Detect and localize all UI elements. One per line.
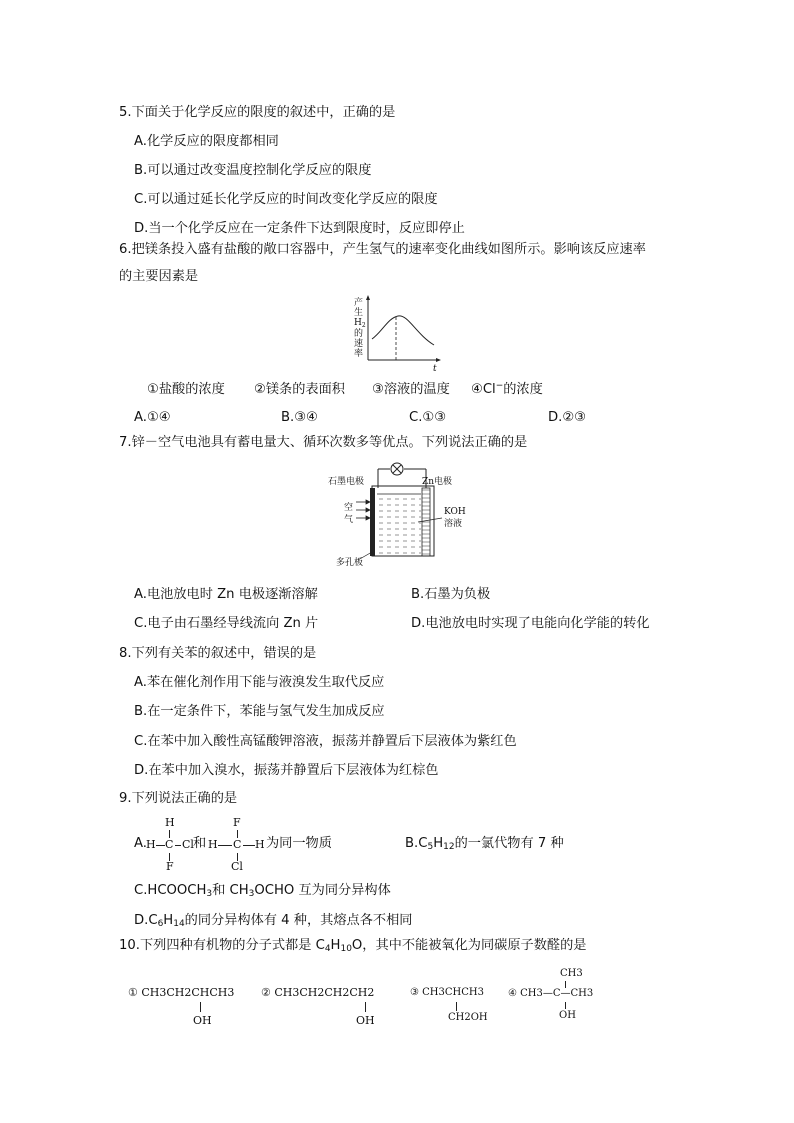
q6-option-d: D.②③ (548, 410, 586, 425)
q10-molecule-4: CH3 ④ CH3—C—CH3 OH (508, 968, 594, 1021)
q6-ylabel-6: 率 (354, 349, 364, 359)
q7-option-a: A.电池放电时 Zn 电极逐渐溶解 (134, 587, 318, 602)
q6-ylabel-3: H (354, 318, 362, 328)
q7-stem: 7.锌－空气电池具有蓄电量大、循环次数多等优点。下列说法正确的是 (119, 435, 528, 450)
q9-option-c: $C.HCOOCH_3$和 $CH_3OCHO$ 互为同分异构体 (134, 883, 391, 899)
q6-ylabel-4: 的 (354, 329, 364, 339)
q5-option-a: A.化学反应的限度都相同 (134, 134, 279, 149)
q9-a-prefix: A. (134, 836, 147, 851)
q7-option-c: C.电子由石墨经导线流向 Zn 片 (134, 616, 319, 631)
q7-solution-label-2: 溶液 (444, 519, 463, 529)
q8-option-c: C.在苯中加入酸性高锰酸钾溶液，振荡并静置后下层液体为紫红色 (134, 734, 517, 749)
q9-structure-1: H H C Cl F (146, 816, 194, 873)
q7-solution-label-1: KOH (444, 507, 466, 517)
q7-zn-electrode (422, 488, 430, 556)
q7-graphite-electrode-label: 石墨电极 (328, 477, 365, 487)
q7-plate-label: 多孔板 (336, 558, 364, 568)
q6-ylabel-2: 生 (354, 308, 364, 318)
q7-koh-solution (377, 494, 421, 554)
q8-option-a: A.苯在催化剂作用下能与液溴发生取代反应 (134, 675, 385, 690)
q6-rate-curve (372, 316, 434, 345)
q10-molecule-2: ② CH3CH2CH2CH2 OH (261, 986, 375, 1027)
q6-stem-line1: 6.把镁条投入盛有盐酸的敞口容器中，产生氢气的速率变化曲线如图所示。影响该反应速率 (119, 242, 646, 257)
q9-option-d: $D.C_6H_{14}$的同分异构体有 4 种，其熔点各不相同 (134, 913, 413, 929)
lamp-icon (391, 463, 403, 475)
q7-porous-plate (370, 488, 375, 556)
q5-option-b: B.可以通过改变温度控制化学反应的限度 (134, 163, 372, 178)
q6-ylabel-sub: 2 (361, 322, 366, 329)
q6-ylabel-5: 速 (354, 339, 364, 349)
q7-option-d: D.电池放电时实现了电能向化学能的转化 (411, 616, 650, 631)
q8-option-b: B.在一定条件下，苯能与氢气发生加成反应 (134, 704, 385, 719)
q7-battery-figure (322, 460, 482, 572)
q6-factor-4: ④Cl−的浓度 (471, 381, 543, 397)
q6-option-b: B.③④ (281, 410, 318, 425)
q7-zn-electrode-label: Zn电极 (422, 477, 453, 487)
q6-factor-1: ①盐酸的浓度 (147, 382, 225, 397)
q6-rate-curve-figure (350, 294, 450, 374)
q9-stem: 9.下列说法正确的是 (119, 791, 238, 806)
q6-ylabel-1: 产 (354, 298, 364, 308)
q10-molecule-3: ③ CH3CHCH3 CH2OH (410, 987, 488, 1023)
q10-stem: 10.下列四种有机物的分子式都是 $C_4H_{10}O$，其中不能被氧化为同碳原子数醛的是 (119, 938, 587, 954)
q5-stem: 5.下面关于化学反应的限度的叙述中，正确的是 (119, 105, 396, 120)
q6-option-c: C.①③ (409, 410, 447, 425)
svg-text:H2 (354, 318, 366, 329)
q5-option-c: C.可以通过延长化学反应的时间改变化学反应的限度 (134, 192, 438, 207)
q7-air-label-2: 气 (344, 515, 354, 525)
q9-option-b: $B.C_5H_{12}$的一氯代物有 7 种 (405, 836, 564, 852)
q9-structure-2: F H C H Cl (208, 816, 265, 873)
q8-stem: 8.下列有关苯的叙述中，错误的是 (119, 646, 317, 661)
q9-a-suffix: 为同一物质 (266, 836, 332, 851)
q6-stem-line2: 的主要因素是 (119, 269, 199, 284)
q6-xlabel: t (433, 364, 437, 374)
q10-molecule-1: ① CH3CH2CHCH3 OH (128, 986, 235, 1027)
q9-a-mid: 和 (193, 836, 207, 851)
q6-factor-3: ③溶液的温度 (372, 382, 450, 397)
q6-factor-2: ②镁条的表面积 (254, 382, 345, 397)
q6-option-a: A.①④ (134, 410, 171, 425)
q5-option-d: D.当一个化学反应在一定条件下达到限度时，反应即停止 (134, 221, 465, 236)
q7-option-b: B.石墨为负极 (411, 587, 491, 602)
q8-option-d: D.在苯中加入溴水，振荡并静置后下层液体为红棕色 (134, 763, 439, 778)
q7-air-label-1: 空 (344, 503, 354, 513)
